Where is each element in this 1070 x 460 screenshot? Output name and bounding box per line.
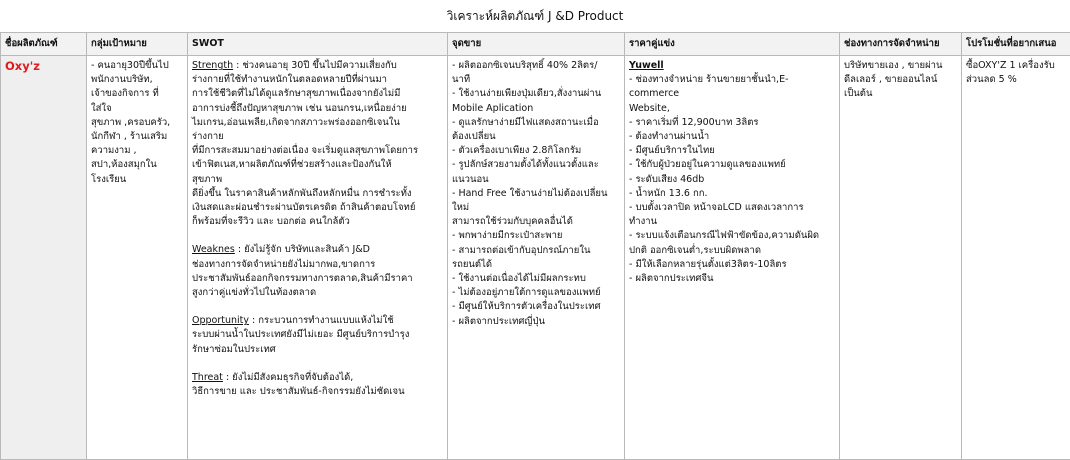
strength-line: ร่างกายที่ใช้ทำงานหนักในตลอดหลายปีที่ผ่านมา bbox=[192, 73, 443, 87]
channel-line: ดีลเลอร์ , ขายออนไลน์ bbox=[844, 73, 957, 87]
target-line: ใส่ใจ bbox=[91, 102, 183, 116]
strength-line: การใช้ชีวิตที่ไม่ได้ดูแลรักษาสุขภาพเนื่องจากยังไม่มี bbox=[192, 87, 443, 101]
header-product: ชื่อผลิตภัณฑ์ bbox=[1, 33, 87, 56]
strength-line: ก็พร้อมที่จะรีวิว และ บอกต่อ คนใกล้ตัว bbox=[192, 215, 443, 229]
target-cell bbox=[87, 56, 188, 460]
opportunity-first-line: : กระบวนการทำงานแบบแห้งไม่ใช้ bbox=[249, 315, 394, 326]
selling-point-line: - ใช้งานต่อเนื่องได้ไม่มีผลกระทบ bbox=[452, 272, 620, 286]
selling-point-line: - พกพาง่ายมีกระเป๋าสะพาย bbox=[452, 229, 620, 243]
selling-point-line: Mobile Aplication bbox=[452, 102, 620, 116]
weakness-line: ช่องทางการจัดจำหน่ายยังไม่มากพอ,ขาดการ bbox=[192, 258, 443, 272]
selling-point-line: สามารถใช้ร่วมกับบุคคลอื่นได้ bbox=[452, 215, 620, 229]
strength-line: เข้าฟิตเนส,หาผลิตภัณฑ์ที่ช่วยสร้างและป้องกันให้ bbox=[192, 158, 443, 172]
product-cell bbox=[1, 56, 87, 460]
product-name: Oxy'z bbox=[5, 59, 40, 73]
threat-first-line: : ยังไม่มีสังคมธุรกิจที่จับต้องได้, bbox=[223, 372, 353, 383]
target-line: พนักงานบริษัท, bbox=[91, 73, 183, 87]
competitor-cell bbox=[625, 56, 840, 460]
competitor-line: - ราคาเริ่มที่ 12,900บาท 3ลิตร bbox=[629, 116, 835, 130]
target-line: - คนอายุ30ปีขึ้นไป bbox=[91, 59, 183, 73]
weakness-line: ประชาสัมพันธ์ออกกิจกรรมทางการตลาด,สินค้ามีราคา bbox=[192, 272, 443, 286]
target-line: โรงเรียน bbox=[91, 173, 183, 187]
target-line: สุขภาพ ,ครอบครัว, bbox=[91, 116, 183, 130]
competitor-line: - ช่องทางจำหน่าย ร้านขายยาชั้นนำ,E- bbox=[629, 73, 835, 87]
strength-line: อาการบ่งชี้ถึงปัญหาสุขภาพ เช่น นอนกรน,เหนื่อยง่าย bbox=[192, 102, 443, 116]
strength-heading-line bbox=[192, 59, 443, 73]
header-swot: SWOT bbox=[188, 33, 448, 56]
competitor-line: - มีให้เลือกหลายรุ่นตั้งแต่3ลิตร-10ลิตร bbox=[629, 258, 835, 272]
competitor-line: commerce bbox=[629, 87, 835, 101]
selling-point-line: - ผลิตออกซิเจนบริสุทธิ์ 40% 2ลิตร/ bbox=[452, 59, 620, 73]
header-channel: ช่องทางการจัดจำหน่าย bbox=[840, 33, 962, 56]
threat-heading-line bbox=[192, 371, 443, 385]
competitor-line: ทำงาน bbox=[629, 215, 835, 229]
strength-line: ดียิ่งขึ้น ในราคาสินค้าหลักพันถึงหลักหมื่น การชำระทั้ง bbox=[192, 187, 443, 201]
competitor-line: - ระดับเสียง 46db bbox=[629, 173, 835, 187]
header-row bbox=[1, 33, 1070, 56]
opportunity-heading-line bbox=[192, 314, 443, 328]
page-title: วิเคราะห์ผลิตภัณฑ์ J &D Product bbox=[0, 9, 1070, 23]
selling-point-line: - มีศูนย์ให้บริการตัวเครื่องในประเทศ bbox=[452, 300, 620, 314]
selling-point-line: ต้องเปลี่ยน bbox=[452, 130, 620, 144]
selling-points-cell bbox=[448, 56, 625, 460]
swot-opportunity bbox=[192, 314, 443, 357]
competitor-line: - ใช้กับผู้ป่วยอยู่ในความดูแลของแพทย์ bbox=[629, 158, 835, 172]
promotion-cell bbox=[962, 56, 1070, 460]
selling-point-line: - ผลิตจากประเทศญี่ปุ่น bbox=[452, 315, 620, 329]
promotion-line: ซื้อOXY'Z 1 เครื่องรับ bbox=[966, 59, 1066, 73]
weakness-line: สูงกว่าคู่แข่งทั่วไปในท้องตลาด bbox=[192, 286, 443, 300]
selling-point-line: - ไม่ต้องอยู่ภายใต้การดูแลของแพทย์ bbox=[452, 286, 620, 300]
header-competitor-price: ราคาคู่แข่ง bbox=[625, 33, 840, 56]
product-analysis-table bbox=[0, 32, 1070, 460]
promotion-line: ส่วนลด 5 % bbox=[966, 73, 1066, 87]
target-line: สปา,ห้องสมุกใน bbox=[91, 158, 183, 172]
channel-line: บริษัทขายเอง , ขายผ่าน bbox=[844, 59, 957, 73]
swot-threat bbox=[192, 371, 443, 399]
selling-point-line: - ตัวเครื่องเบาเพียง 2.8กิโลกรัม bbox=[452, 144, 620, 158]
competitor-line: - ผลิตจากประเทศจีน bbox=[629, 272, 835, 286]
threat-label: Threat bbox=[192, 372, 223, 383]
competitor-line: - น้ำหนัก 13.6 กก. bbox=[629, 187, 835, 201]
selling-point-line: - Hand Free ใช้งานง่ายไม่ต้องเปลี่ยน bbox=[452, 187, 620, 201]
weakness-first-line: : ยังไม่รู้จัก บริษัทและสินค้า J&D bbox=[235, 244, 370, 255]
threat-line: วิธีการขาย และ ประชาสัมพันธ์-กิจกรรมยังไม่ชัดเจน bbox=[192, 385, 443, 399]
selling-point-line: รถยนต์ได้ bbox=[452, 258, 620, 272]
weakness-label: Weaknes bbox=[192, 244, 235, 255]
swot-weakness bbox=[192, 243, 443, 300]
opportunity-label: Opportunity bbox=[192, 315, 249, 326]
selling-point-line: แนวนอน bbox=[452, 173, 620, 187]
competitor-line: Website, bbox=[629, 102, 835, 116]
selling-point-line: นาที bbox=[452, 73, 620, 87]
selling-point-line: - รูปลักษ์สวยงามตั้งได้ทั้งแนวตั้งและ bbox=[452, 158, 620, 172]
target-line: นักกีฬา , ร้านเสริม bbox=[91, 130, 183, 144]
competitor-name: Yuwell bbox=[629, 59, 835, 73]
selling-point-line: - ดูแลรักษาง่ายมีไฟแสดงสถานะเมื่อ bbox=[452, 116, 620, 130]
strength-line: ร่างกาย bbox=[192, 130, 443, 144]
table-row bbox=[1, 56, 1070, 460]
header-promotion: โปรโมชั่นที่อยากเสนอ bbox=[962, 33, 1070, 56]
selling-point-line: - ใช้งานง่ายเพียงปุ่มเดียว,สั่งงานผ่าน bbox=[452, 87, 620, 101]
competitor-line: ปกติ ออกซิเจนต่ำ,ระบบผิดพลาด bbox=[629, 244, 835, 258]
competitor-line: - มีศูนย์บริการในไทย bbox=[629, 144, 835, 158]
opportunity-line: ระบบผ่านน้ำในประเทศยังมีไม่เยอะ มีศูนย์บริการบำรุง bbox=[192, 328, 443, 342]
strength-line: สุขภาพ bbox=[192, 173, 443, 187]
selling-point-line: ใหม่ bbox=[452, 201, 620, 215]
strength-line: ที่มีการสะสมมาอย่างต่อเนื่อง จะเริ่มดูแลสุขภาพโดยการ bbox=[192, 144, 443, 158]
strength-label: Strength bbox=[192, 60, 233, 71]
strength-first-line: : ช่วงคนอายุ 30ปี ขึ้นไปมีความเสี่ยงกับ bbox=[233, 60, 397, 71]
competitor-line: - ต้องทำงานผ่านน้ำ bbox=[629, 130, 835, 144]
weakness-heading-line bbox=[192, 243, 443, 257]
channel-cell bbox=[840, 56, 962, 460]
channel-line: เป็นต้น bbox=[844, 87, 957, 101]
opportunity-line: รักษาซ่อมในประเทศ bbox=[192, 343, 443, 357]
target-line: ความงาม , bbox=[91, 144, 183, 158]
swot-cell bbox=[188, 56, 448, 460]
header-selling-points: จุดขาย bbox=[448, 33, 625, 56]
competitor-line: - บบตั้งเวลาปิด หน้าจอLCD แสดงเวลาการ bbox=[629, 201, 835, 215]
competitor-line: - ระบบแจ้งเตือนกรณีไฟฟ้าขัดข้อง,ความดันผิด bbox=[629, 229, 835, 243]
selling-point-line: - สามารถต่อเข้ากับอุปกรณ์ภายใน bbox=[452, 244, 620, 258]
header-target: กลุ่มเป้าหมาย bbox=[87, 33, 188, 56]
target-line: เจ้าของกิจการ ที่ bbox=[91, 87, 183, 101]
strength-line: เงินสดและผ่อนชำระผ่านบัตรเครดิต ถ้าสินค้าตอบโจทย์ bbox=[192, 201, 443, 215]
swot-strength bbox=[192, 59, 443, 229]
strength-line: ไมเกรน,อ่อนเพลีย,เกิดจากสภาวะพร่องออกซิเจนใน bbox=[192, 116, 443, 130]
